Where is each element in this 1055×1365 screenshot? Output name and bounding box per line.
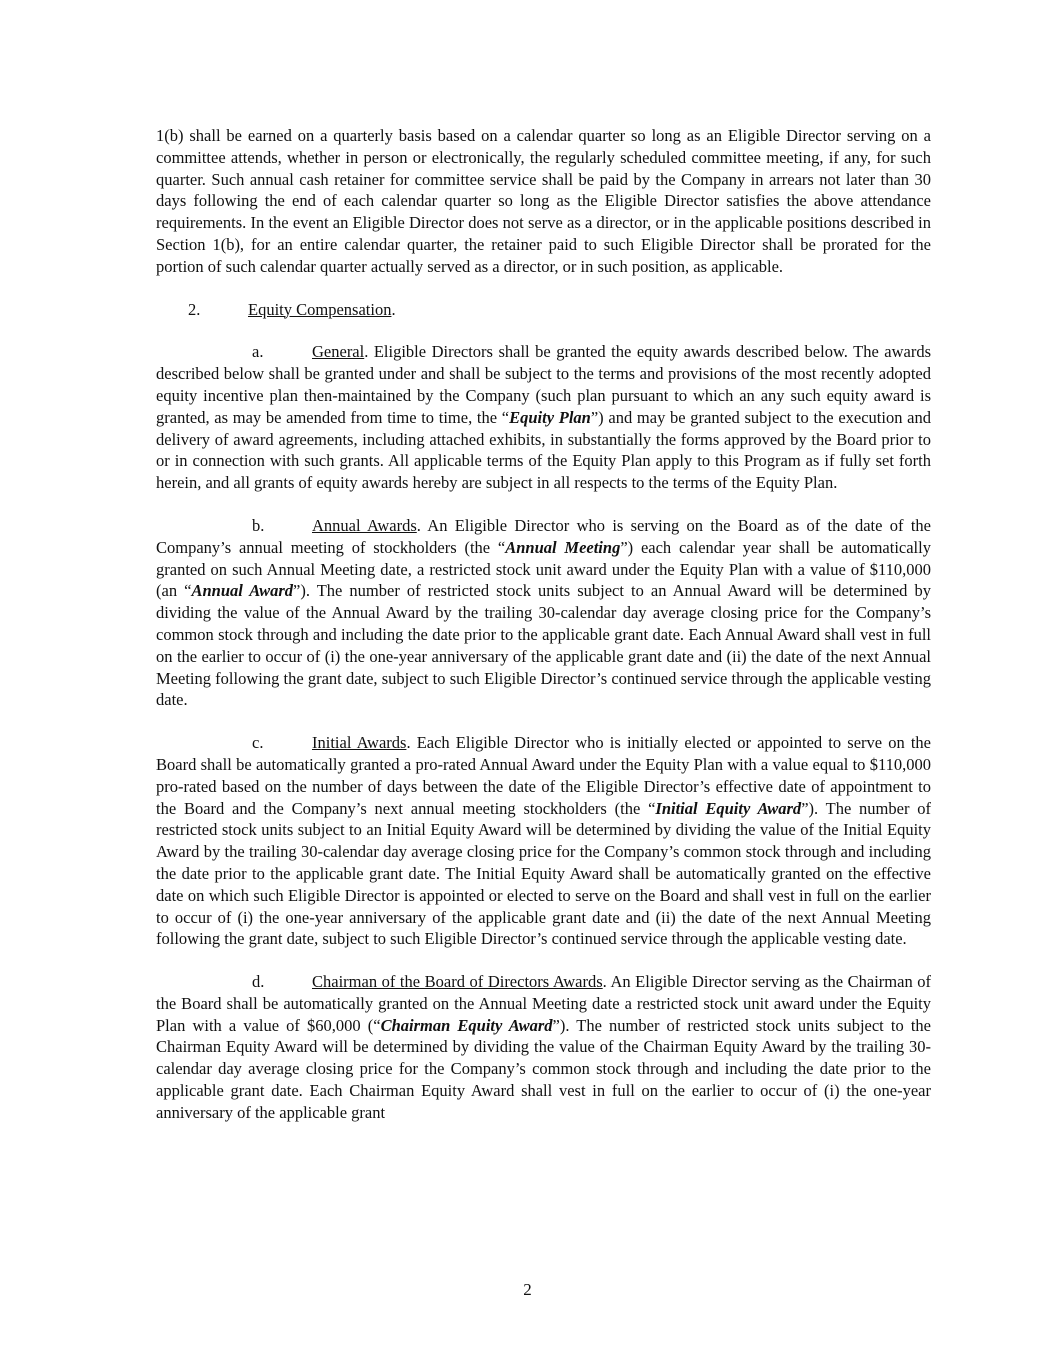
section-2-heading: 2. Equity Compensation. [188,299,396,319]
defined-term: Chairman Equity Award [380,1015,553,1035]
defined-term: Equity Plan [509,407,591,427]
defined-term: Annual Meeting [505,537,621,557]
subsection-title: Annual Awards [312,515,417,535]
defined-term: Initial Equity Award [655,798,802,818]
subsection-letter: a. [252,342,264,362]
paragraph-2d-chairman-awards: d. Chairman of the Board of Directors Awards. An Eligible Director serving as the Chairman of the Board shall be automatically granted on the Annual Meeting date a restricted stock unit award under the Equity Plan with a value of $60,000 (“Chairman Equity Award”). The number of restricted stock units subject to the Chairman Equity Award will be determined by dividing the value of the Chairman Equity Award by the trailing 30-calendar day average closing price for the Company’s common stock through and including the date prior to the applicable grant date. Each Chairman Equity Award shall vest in full on the earlier to occur of (i) the one-year anniversary of the applicable grant [156,972,931,1122]
subsection-title: Chairman of the Board of Directors Awards [312,972,603,992]
section-title: Equity Compensation [248,299,392,319]
subsection-letter: d. [252,972,265,992]
defined-term: Annual Award [191,581,293,601]
subsection-letter: c. [252,733,264,753]
section-number: 2. [188,299,201,319]
subsection-letter: b. [252,515,265,535]
paragraph-2a-general: a. General. Eligible Directors shall be granted the equity awards described below. The awards described below shall be granted under and shall be subject to the terms and provisions of the most recently adopted equity incentive plan then-maintained by the Company (such plan pursuant to which an any such equity award is granted, as may be amended from time to time, the “Equity Plan”) and may be granted subject to the execution and delivery of award agreements, including attached exhibits, in substantially the forms approved by the Board prior to or in connection with such grants. All applicable terms of the Equity Plan apply to this Program as if fully set forth herein, and all grants of equity awards hereby are subject in all respects to the terms of the Equity Plan. [156,342,932,493]
subsection-title: Initial Awards [312,733,407,753]
paragraph-2b-annual-awards: b. Annual Awards. An Eligible Director who is serving on the Board as of the date of the Company’s annual meeting of stockholders (the “Annual Meeting”) each calendar year shall be automatically granted on such Annual Meeting date, a restricted stock unit award under the Equity Plan with a value of $110,000 (an “Annual Award”). The number of restricted stock units subject to an Annual Award will be determined by dividing the value of the Annual Award by the trailing 30-calendar day average closing price for the Company’s common stock through and including the date prior to the applicable grant date. Each Annual Award shall vest in full on the earlier to occur of (i) the one-year anniversary of the applicable grant date and (ii) the date of the next Annual Meeting following the grant date, subject to such Eligible Director’s continued service through the applicable vesting date. [156,515,931,710]
document-page [156,125,931,1124]
paragraph-section1-continuation: 1(b) shall be earned on a quarterly basis based on a calendar quarter so long as an Eligible Director serving on a committee attends, whether in person or electronically, the regularly scheduled committee meeting, if any, for such quarter. Such annual cash retainer for committee service shall be paid by the Company in arrears not later than 30 days following the end of each calendar quarter so long as the Eligible Director satisfies the above attendance requirements. In the event an Eligible Director does not serve as a director, or in the applicable positions described in Section 1(b), for an entire calendar quarter, the retainer paid to such Eligible Director shall be prorated for the portion of such calendar quarter actually served as a director, or in such position, as applicable. [156,126,931,276]
paragraph-2c-initial-awards: c. Initial Awards. Each Eligible Director who is initially elected or appointed to serve on the Board shall be automatically granted a pro-rated Annual Award under the Equity Plan with a value equal to $110,000 pro-rated based on the number of days between the date of the Eligible Director’s effective date of appointment to the Board and the Company’s next annual meeting stockholders (the “Initial Equity Award”). The number of restricted stock units subject to an Initial Equity Award will be determined by dividing the value of the Initial Equity Award by the trailing 30-calendar day average closing price for the Company’s common stock through and including the date prior to the applicable grant date. The Initial Equity Award shall be automatically granted on the effective date on which such Eligible Director is appointed or elected to serve on the Board and shall vest in full on the earlier to occur of (i) the one-year anniversary of the applicable grant date and (ii) the date of the next Annual Meeting following the grant date, subject to such Eligible Director’s continued service through the applicable vesting date. [156,733,931,949]
subsection-title: General [312,342,365,362]
page-number: 2 [523,1280,532,1299]
